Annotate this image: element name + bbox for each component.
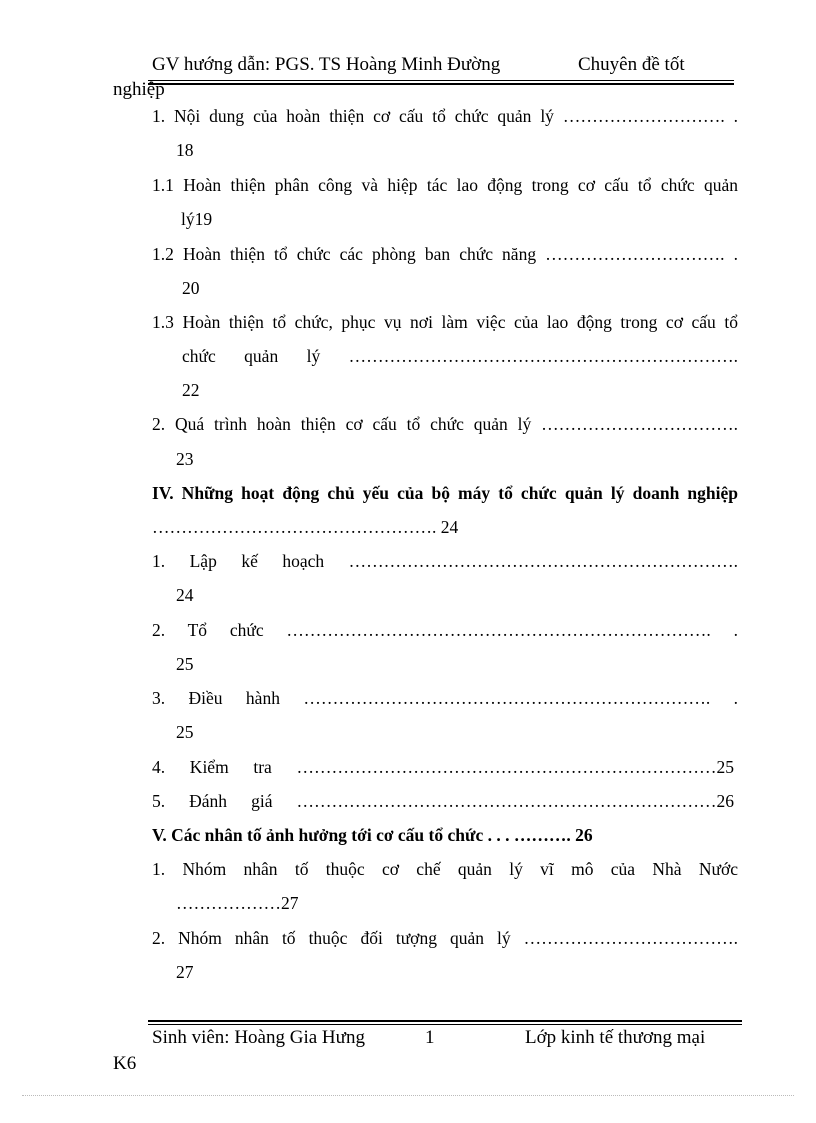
toc-line: 25 [176,722,194,742]
footer-student: Sinh viên: Hoàng Gia Hưng [152,1027,365,1048]
toc-line: 27 [176,962,194,982]
toc-line: 5. Đánh giá ………………………………………………………………26 [152,791,734,811]
toc-line: 4. Kiểm tra ………………………………………………………………25 [152,757,734,777]
toc-line: 1. Nội dung của hoàn thiện cơ cấu tổ chức quản lý ………………………. . [152,106,738,126]
page-edge-divider [22,1095,794,1096]
header-rule-thin [148,80,734,81]
toc-line: 24 [176,585,194,605]
toc-line: 1. Nhóm nhân tố thuộc cơ chế quản lý vĩ mô của Nhà Nước [152,859,738,879]
footer-rule-thick [148,1020,742,1022]
toc-section-heading: IV. Những hoạt động chủ yếu của bộ máy tổ chức quản lý doanh nghiệp [152,483,738,503]
page-number: 1 [425,1027,435,1048]
toc-line: chức quản lý …………………………………………………………. [182,346,738,366]
toc-line: 3. Điều hành ……………………………………………………………. . [152,688,738,708]
header-title: Chuyên đề tốt [578,54,685,75]
toc-section-heading: V. Các nhân tố ảnh hưởng tới cơ cấu tổ chức . . . ………. 26 [152,825,593,845]
toc-line: 2. Quá trình hoàn thiện cơ cấu tổ chức quản lý ……………………………. [152,414,738,434]
header-title-wrap: nghiệp [113,79,165,100]
toc-line: 1. Lập kế hoạch …………………………………………………………. [152,551,738,571]
toc-line: 23 [176,449,194,469]
toc-line: lý19 [181,209,213,229]
footer-class-wrap: K6 [113,1053,137,1074]
toc-line: 18 [176,140,194,160]
header-rule-thick [148,83,734,85]
toc-line: …………………………………………. 24 [152,517,459,537]
toc-line: 2. Nhóm nhân tố thuộc đối tượng quản lý ………………………………. [152,928,738,948]
toc-line: 1.3 Hoàn thiện tổ chức, phục vụ nơi làm việc của lao động trong cơ cấu tổ [152,312,738,332]
toc-line: 20 [182,278,200,298]
toc-line: 25 [176,654,194,674]
toc-line: ………………27 [176,893,299,913]
toc-line: 1.2 Hoàn thiện tổ chức các phòng ban chức năng …………………………. . [152,244,738,264]
footer-rule-thin [148,1024,742,1025]
footer-class: Lớp kinh tế thương mại [525,1027,706,1048]
toc-line: 2. Tổ chức ………………………………………………………………. . [152,620,738,640]
toc-line: 22 [182,380,200,400]
toc-line: 1.1 Hoàn thiện phân công và hiệp tác lao động trong cơ cấu tổ chức quản [152,175,738,195]
header-advisor: GV hướng dẫn: PGS. TS Hoàng Minh Đường [152,54,501,75]
